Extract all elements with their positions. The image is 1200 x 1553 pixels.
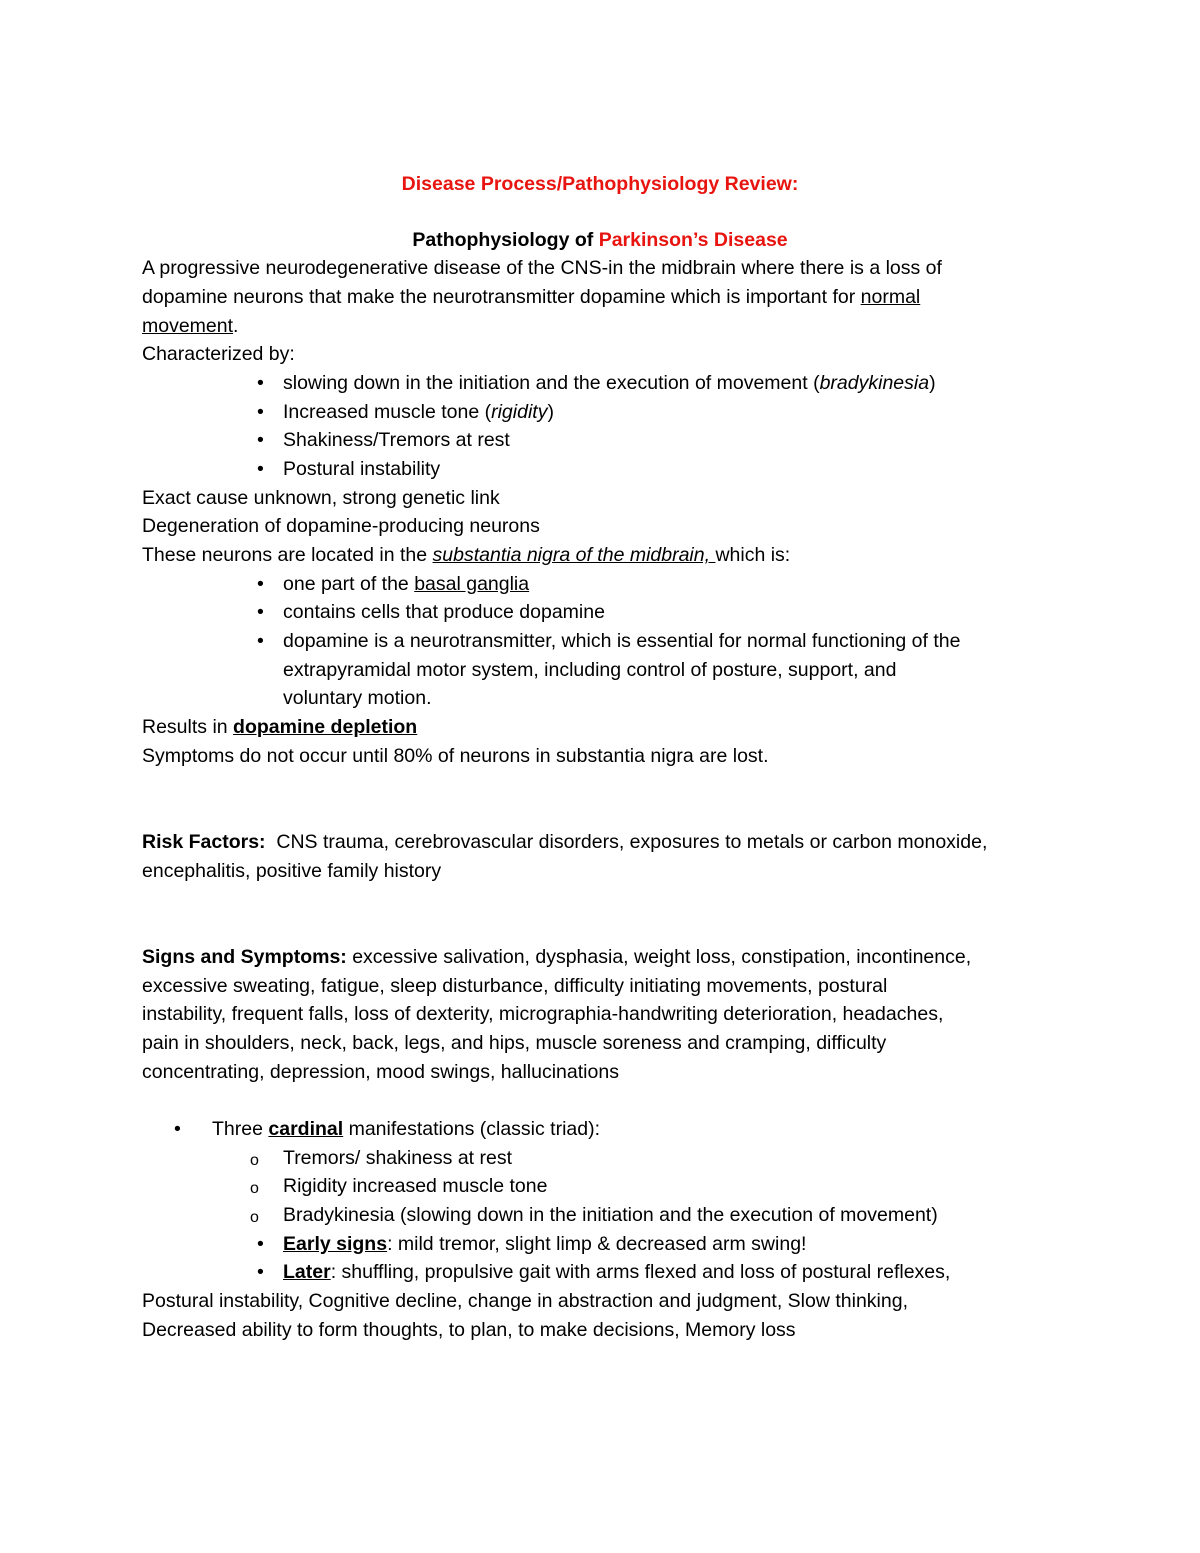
list-item [0, 455, 1200, 484]
intro-line-2 [142, 283, 920, 312]
bullet-icon: • [257, 601, 264, 623]
results-line [142, 713, 417, 742]
list-item [0, 1144, 1200, 1173]
text: which is: [715, 544, 791, 566]
text: ) [547, 401, 554, 423]
circle-bullet-icon: o [250, 1180, 259, 1197]
bullet-icon: • [257, 1233, 264, 1255]
signs-label: Signs and Symptoms: [142, 946, 347, 968]
list-item [0, 426, 1200, 455]
list-item [0, 398, 1200, 427]
substantia-nigra-term: substantia nigra of the midbrain, [432, 544, 716, 566]
bullet-icon: • [257, 372, 264, 394]
risk-factors-line-2: encephalitis, positive family history [142, 860, 442, 882]
bullet-icon: • [257, 630, 264, 652]
cause-line-1: Exact cause unknown, strong genetic link [142, 487, 500, 509]
bullet-icon: • [257, 458, 264, 480]
early-signs-label: Early signs [283, 1233, 388, 1255]
later-label: Later [283, 1261, 331, 1283]
cardinal-term: cardinal [268, 1118, 344, 1140]
italic-term: rigidity [491, 401, 548, 423]
list-item-text: Rigidity increased muscle tone [283, 1175, 548, 1197]
list-item-text [283, 570, 529, 599]
list-item [0, 570, 1200, 599]
list-item-continuation: voluntary motion. [283, 687, 432, 709]
signs-line-5: concentrating, depression, mood swings, hallucinations [142, 1061, 619, 1083]
basal-ganglia-term: basal ganglia [414, 573, 530, 595]
later-line-3: Decreased ability to form thoughts, to plan, to make decisions, Memory loss [142, 1319, 796, 1341]
cause-line-3 [142, 541, 790, 570]
list-item-text: Tremors/ shakiness at rest [283, 1147, 513, 1169]
signs-line-1 [142, 943, 971, 972]
dopamine-depletion-term: dopamine depletion [233, 716, 418, 738]
signs-line-3: instability, frequent falls, loss of dexterity, micrographia-handwriting deterioration, headaches, [142, 1003, 944, 1025]
intro-line-1: A progressive neurodegenerative disease of the CNS-in the midbrain where there is a loss of [142, 257, 942, 279]
text: Three [212, 1118, 263, 1140]
text: : shuffling, propulsive gait with arms flexed and loss of postural reflexes, [330, 1261, 951, 1283]
list-item [0, 1201, 1200, 1230]
title-prefix: Pathophysiology of [412, 229, 594, 251]
list-item-text: dopamine is a neurotransmitter, which is essential for normal functioning of the [283, 630, 961, 652]
list-item-text: Bradykinesia (slowing down in the initiation and the execution of movement) [283, 1204, 938, 1226]
text: : mild tremor, slight limp & decreased arm swing! [387, 1233, 807, 1255]
text: one part of the [283, 573, 409, 595]
bullet-icon: • [257, 573, 264, 595]
text: ) [929, 372, 936, 394]
list-item-text: contains cells that produce dopamine [283, 601, 605, 623]
later-line-2: Postural instability, Cognitive decline, change in abstraction and judgment, Slow thinking, [142, 1290, 908, 1312]
bullet-icon: • [174, 1118, 181, 1140]
list-item [0, 598, 1200, 627]
normal-underlined: normal [860, 286, 921, 308]
list-item-text [212, 1115, 600, 1144]
review-title: Disease Process/Pathophysiology Review: [401, 173, 799, 195]
characterized-label: Characterized by: [142, 343, 295, 365]
text: slowing down in the initiation and the execution of movement ( [283, 372, 820, 394]
risk-factors-label: Risk Factors: [142, 831, 266, 853]
circle-bullet-icon: o [250, 1152, 259, 1169]
list-item-text: Postural instability [283, 458, 441, 480]
list-item [0, 1258, 1200, 1287]
text: excessive salivation, dysphasia, weight loss, constipation, incontinence, [352, 946, 972, 968]
list-item-text [283, 369, 936, 398]
list-item-text: Shakiness/Tremors at rest [283, 429, 510, 451]
bullet-icon: • [257, 401, 264, 423]
signs-line-2: excessive sweating, fatigue, sleep disturbance, difficulty initiating movements, postural [142, 975, 888, 997]
list-item-continuation: extrapyramidal motor system, including control of posture, support, and [283, 659, 897, 681]
bullet-icon: • [257, 1261, 264, 1283]
bullet-icon: • [257, 429, 264, 451]
text: CNS trauma, cerebrovascular disorders, exposures to metals or carbon monoxide, [276, 831, 988, 853]
list-item [0, 1115, 1200, 1144]
risk-factors-line-1 [142, 828, 987, 857]
text: Increased muscle tone ( [283, 401, 492, 423]
page-title [0, 226, 1200, 255]
list-item [0, 369, 1200, 398]
title-disease: Parkinson’s Disease [598, 229, 788, 251]
text: Results in [142, 716, 228, 738]
intro-line-2-text: dopamine neurons that make the neurotransmitter dopamine which is important for [142, 286, 856, 308]
intro-line-3 [142, 312, 238, 341]
circle-bullet-icon: o [250, 1209, 259, 1226]
symptoms-note: Symptoms do not occur until 80% of neurons in substantia nigra are lost. [142, 745, 769, 767]
list-item [0, 627, 1200, 656]
intro-line-3-period: . [233, 315, 239, 337]
list-item-text [283, 1258, 950, 1287]
list-item [0, 1172, 1200, 1201]
text: These neurons are located in the [142, 544, 428, 566]
cause-line-2: Degeneration of dopamine-producing neurons [142, 515, 540, 537]
list-item-text [283, 398, 554, 427]
list-item [0, 1230, 1200, 1259]
list-item-text [283, 1230, 806, 1259]
movement-underlined: movement [142, 315, 234, 337]
signs-line-4: pain in shoulders, neck, back, legs, and hips, muscle soreness and cramping, difficulty [142, 1032, 887, 1054]
italic-term: bradykinesia [819, 372, 930, 394]
text: manifestations (classic triad): [348, 1118, 601, 1140]
